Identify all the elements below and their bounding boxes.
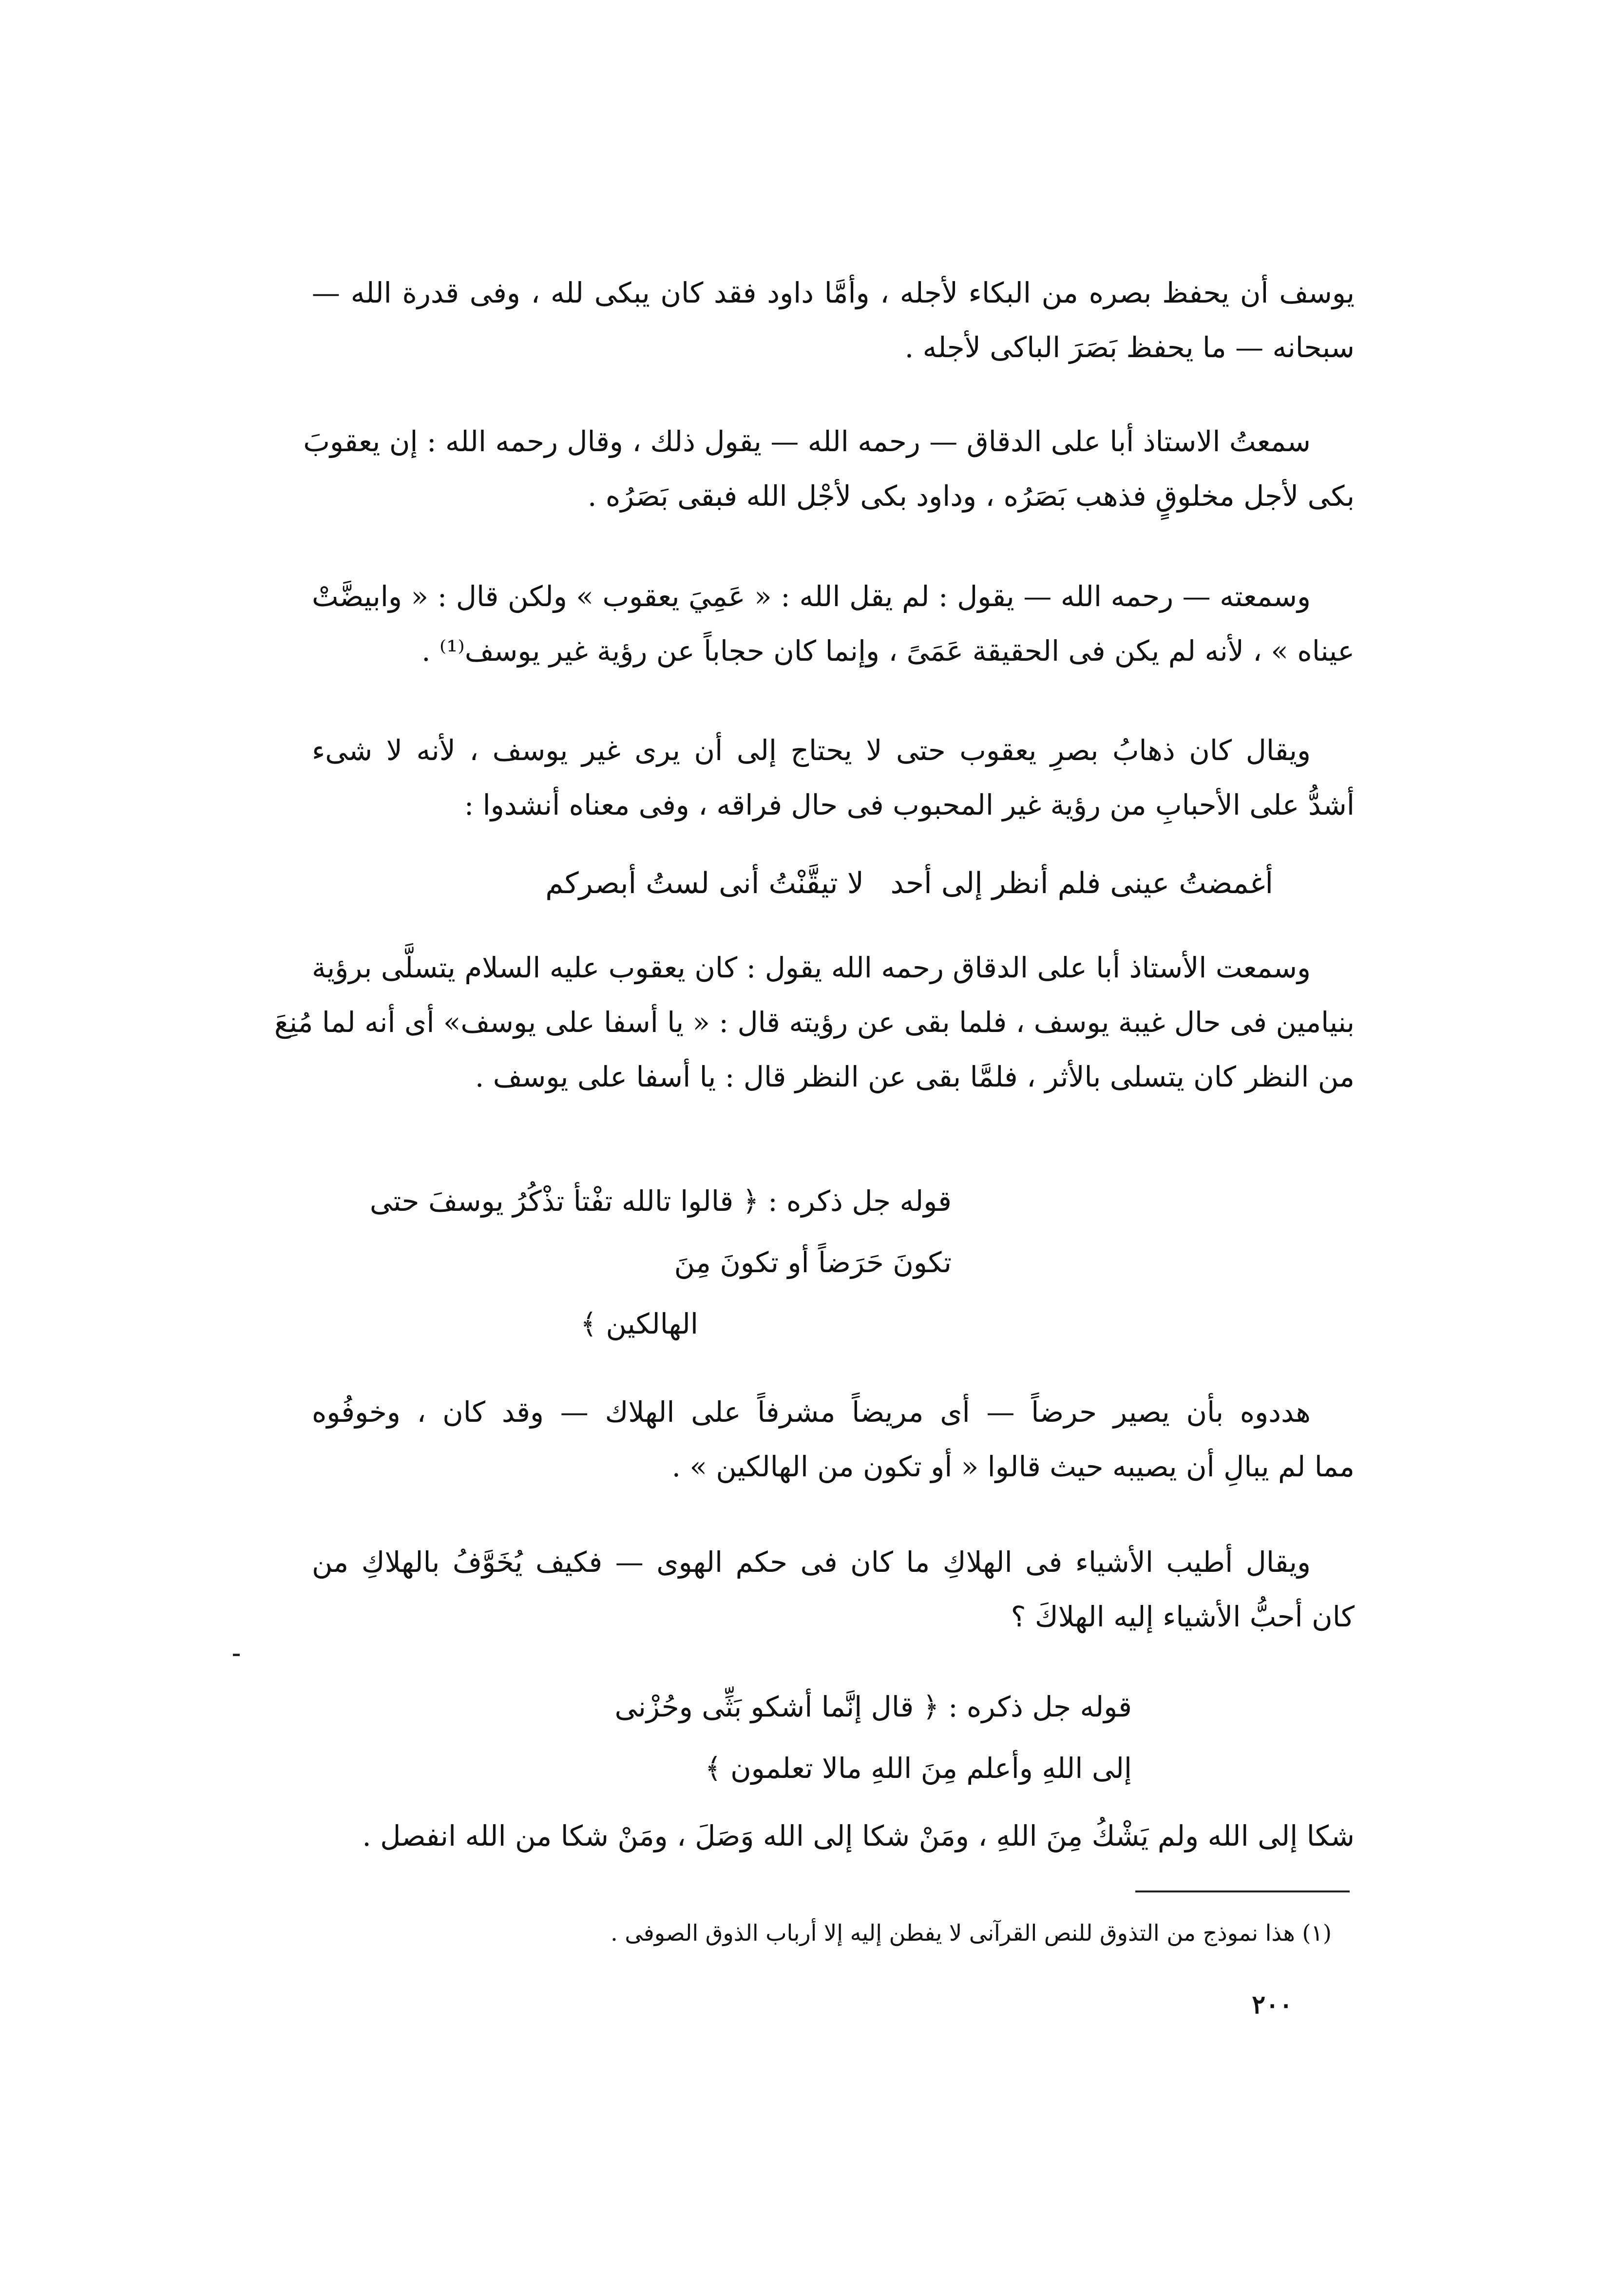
text-line: بنيامين فى حال غيبة يوسف ، فلما بقى عن رؤيته قال : « يا أسفا على يوسف» أى أنه لما مُنِعَ [274,1006,1355,1039]
text-line: وسمعته — رحمه الله — يقول : لم يقل الله : « عَمِيَ يعقوب » ولكن قال : « وابيضَّتْ [312,580,1311,613]
quran-passage-2 [304,1676,1132,1799]
paragraph-8 [312,1809,1355,1863]
footnote: (١) هذا نموذج من التذوق للنص القرآنى لا يفطن إليه إلا أرباب الذوق الصوفى . [611,1920,1332,1946]
paragraph-5 [274,940,1355,1104]
text-line: سبحانه — ما يحفظ بَصَرَ الباكى لأجله . [904,331,1355,364]
text-line: سمعتُ الاستاذ أبا على الدقاق — رحمه الله — يقول ذلك ، وقال رحمه الله : إن يعقوبَ [303,425,1311,458]
quran-line: تكونَ حَرَضاً أو تكونَ مِنَ [674,1246,952,1279]
paragraph-2 [303,414,1355,523]
text-line: أشدُّ على الأحبابِ من رؤية غير المحبوب فى حال فراقه ، وفى معناه أنشدوا : [464,788,1355,821]
text-line: هددوه بأن يصير حرضاً — أى مريضاً مشرفاً على الهلاك — وقد كان ، وخوفُوه [312,1395,1311,1429]
paragraph-3 [312,569,1355,678]
page-number: ٢٠٠ [1252,1990,1293,2020]
paragraph-1 [312,266,1355,375]
paragraph-7 [312,1535,1355,1644]
verse-first-hemistich: لا تيقَّنْتُ أنى لستُ أبصركم [545,866,864,900]
text-line: بكى لأجل مخلوقٍ فذهب بَصَرُه ، وداود بكى لأجْل الله فبقى بَصَرُه . [588,479,1355,513]
margin-mark [233,1654,240,1656]
text-line: من النظر كان يتسلى بالأثر ، فلمَّا بقى عن النظر قال : يا أسفا على يوسف . [475,1060,1355,1093]
paragraph-4 [312,723,1355,832]
text-line: وسمعت الأستاذ أبا على الدقاق رحمه الله يقول : كان يعقوب عليه السلام يتسلَّى برؤية [312,951,1311,984]
verse-second-hemistich: أغمضتُ عينى فلم أنظر إلى أحد [890,866,1273,900]
quran-line: قوله جل ذكره : ﴿ قال إنَّما أشكو بَثِّى وحُزْنى [614,1690,1132,1723]
text-line: ويقال أطيب الأشياء فى الهلاكِ ما كان فى حكم الهوى — فكيف يُخَوَّفُ بالهلاكِ من [312,1546,1311,1579]
text-line: كان أحبُّ الأشياء إليه الهلاكَ ؟ [1011,1600,1355,1633]
text-line: عيناه » ، لأنه لم يكن فى الحقيقة عَمَىً ، وإنما كان حجاباً عن رؤية غير يوسف⁽¹⁾ . [421,634,1355,668]
quran-line: إلى اللهِ وأعلم مِنَ اللهِ مالا تعلمون ﴾ [705,1752,1132,1785]
quran-passage-1 [308,1170,952,1355]
text-line: شكا إلى الله ولم يَشْكُ مِنَ اللهِ ، ومَنْ شكا إلى الله وَصَلَ ، ومَنْ شكا من الله انفصل . [362,1819,1355,1852]
footnote-divider [1135,1890,1350,1892]
text-line: مما لم يبالِ أن يصيبه حيث قالوا « أو تكون من الهالكين » . [671,1450,1355,1483]
quran-line: قوله جل ذكره : ﴿ قالوا تالله تفْتأ تذْكُرُ يوسفَ حتى [369,1184,952,1218]
text-line: يوسف أن يحفظ بصره من البكاء لأجله ، وأمَّا داود فقد كان يبكى لله ، وفى قدرة الله — [312,276,1355,309]
paragraph-6 [312,1385,1355,1494]
text-line: ويقال كان ذهابُ بصرِ يعقوب حتى لا يحتاج إلى أن يرى غير يوسف ، لأنه لا شىء [312,734,1311,767]
quran-line: الهالكين ﴾ [580,1307,698,1340]
